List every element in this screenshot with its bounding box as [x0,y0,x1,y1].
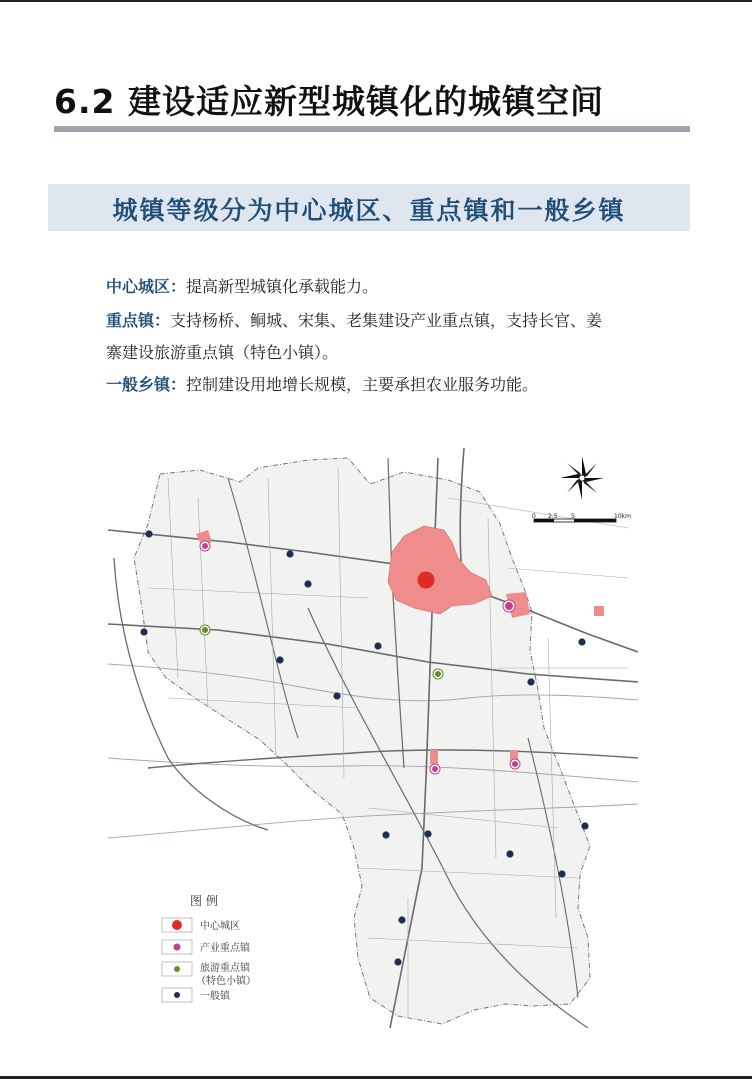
top-rule [0,0,752,2]
scale-tick-label: 2.5 [548,513,558,520]
urban-patch [430,750,438,764]
tourism-key-town-marker [200,625,210,635]
legend-tourism-symbol [174,966,180,972]
title-underline [54,126,690,132]
industrial-key-town-marker [430,764,440,774]
paragraph-key-towns-cont [106,342,338,364]
urban-patch [594,606,604,616]
paragraph-text: 支持杨桥、鲖城、宋集、老集建设产业重点镇，支持长官、姜 [170,311,603,330]
paragraph-key: 重点镇： [106,311,171,330]
legend-title: 图 例 [190,894,218,908]
paragraph-general-towns [106,374,538,396]
bottom-rule [0,1076,752,1079]
industrial-key-town-marker [200,541,210,551]
legend-tourism-town-note: （特色小镇） [196,976,256,987]
paragraph-key-towns [106,310,602,332]
legend-industry-symbol [174,944,181,951]
legend-general-symbol [174,992,180,998]
paragraph-text: 控制建设用地增长规模，主要承担农业服务功能。 [186,375,539,394]
legend-general-town: 一般镇 [200,991,230,1002]
subtitle-banner [48,184,690,231]
industrial-key-town-marker [510,759,520,769]
paragraph-text: 提高新型城镇化承载能力。 [186,277,379,296]
subtitle-text: 城镇等级分为中心城区、重点镇和一般乡镇 [112,196,626,225]
industrial-key-town-marker [503,600,515,612]
legend-tourism-town: 旅游重点镇 [200,963,250,974]
legend-center-city-symbol [172,920,182,930]
legend-industry-town: 产业重点镇 [200,943,250,954]
paragraph-key: 中心城区： [106,277,187,296]
paragraph-text: 寨建设旅游重点镇（特色小镇）。 [106,343,339,362]
section-title: 6.2 建设适应新型城镇化的城镇空间 [54,82,604,121]
scale-tick-label: 10km [614,513,631,520]
paragraph-key: 一般乡镇： [106,375,187,394]
north-arrow [560,456,604,500]
scale-tick-label: 0 [532,513,536,520]
town-hierarchy-map [108,438,638,1028]
paragraph-center-city [106,276,378,298]
legend-center-city: 中心城区 [200,921,240,932]
tourism-key-town-marker [433,669,443,679]
central-city-marker [418,572,435,589]
map-legend [162,893,256,1002]
scale-tick-label: 5 [571,513,575,520]
